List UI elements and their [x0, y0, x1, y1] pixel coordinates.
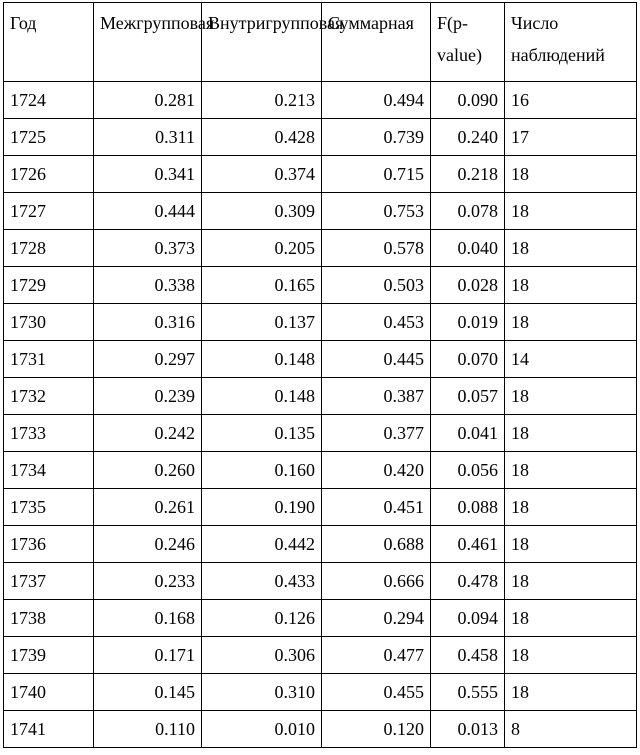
- header-year: Год: [4, 3, 94, 82]
- cell-year: 1735: [4, 489, 94, 526]
- table-row: [4, 193, 637, 230]
- cell-observations: 17: [505, 119, 637, 156]
- cell-within-group: 0.433: [202, 563, 322, 600]
- cell-observations: 18: [505, 600, 637, 637]
- cell-year: 1726: [4, 156, 94, 193]
- cell-between-group: 0.338: [94, 267, 202, 304]
- cell-within-group: 0.442: [202, 526, 322, 563]
- cell-f-pvalue: 0.056: [431, 452, 505, 489]
- cell-within-group: 0.010: [202, 711, 322, 748]
- cell-total: 0.451: [322, 489, 431, 526]
- cell-total: 0.294: [322, 600, 431, 637]
- cell-observations: 18: [505, 230, 637, 267]
- cell-within-group: 0.126: [202, 600, 322, 637]
- cell-between-group: 0.110: [94, 711, 202, 748]
- table-row: [4, 452, 637, 489]
- table-row: [4, 119, 637, 156]
- cell-within-group: 0.306: [202, 637, 322, 674]
- cell-f-pvalue: 0.013: [431, 711, 505, 748]
- cell-within-group: 0.428: [202, 119, 322, 156]
- cell-between-group: 0.239: [94, 378, 202, 415]
- cell-within-group: 0.165: [202, 267, 322, 304]
- table-row: [4, 304, 637, 341]
- cell-observations: 18: [505, 304, 637, 341]
- cell-observations: 18: [505, 526, 637, 563]
- cell-f-pvalue: 0.218: [431, 156, 505, 193]
- table-row: [4, 82, 637, 119]
- cell-observations: 18: [505, 637, 637, 674]
- cell-year: 1733: [4, 415, 94, 452]
- cell-observations: 8: [505, 711, 637, 748]
- cell-within-group: 0.148: [202, 341, 322, 378]
- table-row: [4, 156, 637, 193]
- cell-year: 1734: [4, 452, 94, 489]
- variance-table: [3, 2, 637, 748]
- cell-f-pvalue: 0.078: [431, 193, 505, 230]
- cell-f-pvalue: 0.094: [431, 600, 505, 637]
- cell-f-pvalue: 0.070: [431, 341, 505, 378]
- cell-f-pvalue: 0.555: [431, 674, 505, 711]
- cell-between-group: 0.171: [94, 637, 202, 674]
- table-row: [4, 341, 637, 378]
- cell-between-group: 0.260: [94, 452, 202, 489]
- table-row: [4, 415, 637, 452]
- cell-within-group: 0.205: [202, 230, 322, 267]
- cell-year: 1728: [4, 230, 94, 267]
- cell-between-group: 0.168: [94, 600, 202, 637]
- cell-total: 0.387: [322, 378, 431, 415]
- cell-total: 0.453: [322, 304, 431, 341]
- cell-total: 0.120: [322, 711, 431, 748]
- cell-between-group: 0.261: [94, 489, 202, 526]
- cell-year: 1741: [4, 711, 94, 748]
- cell-year: 1737: [4, 563, 94, 600]
- header-total: Суммарная: [322, 3, 431, 82]
- cell-observations: 18: [505, 415, 637, 452]
- cell-observations: 18: [505, 674, 637, 711]
- cell-between-group: 0.311: [94, 119, 202, 156]
- cell-year: 1729: [4, 267, 94, 304]
- table-row: [4, 711, 637, 748]
- cell-f-pvalue: 0.478: [431, 563, 505, 600]
- cell-observations: 18: [505, 267, 637, 304]
- cell-f-pvalue: 0.458: [431, 637, 505, 674]
- cell-year: 1736: [4, 526, 94, 563]
- table-row: [4, 267, 637, 304]
- table-row: [4, 230, 637, 267]
- cell-total: 0.753: [322, 193, 431, 230]
- cell-within-group: 0.213: [202, 82, 322, 119]
- cell-year: 1727: [4, 193, 94, 230]
- cell-between-group: 0.297: [94, 341, 202, 378]
- cell-within-group: 0.160: [202, 452, 322, 489]
- cell-year: 1731: [4, 341, 94, 378]
- cell-f-pvalue: 0.088: [431, 489, 505, 526]
- cell-within-group: 0.310: [202, 674, 322, 711]
- cell-year: 1738: [4, 600, 94, 637]
- cell-within-group: 0.374: [202, 156, 322, 193]
- cell-total: 0.503: [322, 267, 431, 304]
- cell-between-group: 0.444: [94, 193, 202, 230]
- cell-year: 1732: [4, 378, 94, 415]
- cell-total: 0.739: [322, 119, 431, 156]
- header-within-group: Внутригрупповая: [202, 3, 322, 82]
- header-row: [4, 3, 637, 82]
- cell-year: 1739: [4, 637, 94, 674]
- cell-total: 0.494: [322, 82, 431, 119]
- cell-total: 0.477: [322, 637, 431, 674]
- cell-observations: 18: [505, 193, 637, 230]
- cell-within-group: 0.137: [202, 304, 322, 341]
- cell-between-group: 0.316: [94, 304, 202, 341]
- cell-f-pvalue: 0.240: [431, 119, 505, 156]
- table-row: [4, 526, 637, 563]
- header-between-group: Межгрупповая: [94, 3, 202, 82]
- cell-year: 1730: [4, 304, 94, 341]
- cell-between-group: 0.233: [94, 563, 202, 600]
- cell-observations: 18: [505, 156, 637, 193]
- cell-observations: 18: [505, 452, 637, 489]
- table-row: [4, 563, 637, 600]
- cell-between-group: 0.242: [94, 415, 202, 452]
- cell-total: 0.688: [322, 526, 431, 563]
- cell-between-group: 0.246: [94, 526, 202, 563]
- cell-f-pvalue: 0.090: [431, 82, 505, 119]
- cell-between-group: 0.281: [94, 82, 202, 119]
- cell-f-pvalue: 0.040: [431, 230, 505, 267]
- cell-total: 0.578: [322, 230, 431, 267]
- table-row: [4, 600, 637, 637]
- cell-total: 0.445: [322, 341, 431, 378]
- table-row: [4, 489, 637, 526]
- cell-within-group: 0.135: [202, 415, 322, 452]
- cell-f-pvalue: 0.057: [431, 378, 505, 415]
- cell-total: 0.377: [322, 415, 431, 452]
- cell-between-group: 0.341: [94, 156, 202, 193]
- cell-total: 0.455: [322, 674, 431, 711]
- cell-within-group: 0.309: [202, 193, 322, 230]
- cell-between-group: 0.145: [94, 674, 202, 711]
- cell-f-pvalue: 0.461: [431, 526, 505, 563]
- cell-total: 0.715: [322, 156, 431, 193]
- cell-year: 1725: [4, 119, 94, 156]
- cell-year: 1740: [4, 674, 94, 711]
- table-header: [4, 3, 637, 82]
- cell-observations: 18: [505, 378, 637, 415]
- cell-observations: 16: [505, 82, 637, 119]
- header-observations: Число наблюдений: [505, 3, 637, 82]
- cell-observations: 18: [505, 563, 637, 600]
- table-body: [4, 82, 637, 748]
- cell-within-group: 0.148: [202, 378, 322, 415]
- table-row: [4, 674, 637, 711]
- cell-f-pvalue: 0.028: [431, 267, 505, 304]
- table-row: [4, 378, 637, 415]
- cell-within-group: 0.190: [202, 489, 322, 526]
- cell-total: 0.666: [322, 563, 431, 600]
- table-row: [4, 637, 637, 674]
- cell-total: 0.420: [322, 452, 431, 489]
- header-f-pvalue: F(p-value): [431, 3, 505, 82]
- cell-between-group: 0.373: [94, 230, 202, 267]
- cell-observations: 18: [505, 489, 637, 526]
- cell-observations: 14: [505, 341, 637, 378]
- cell-f-pvalue: 0.041: [431, 415, 505, 452]
- cell-f-pvalue: 0.019: [431, 304, 505, 341]
- cell-year: 1724: [4, 82, 94, 119]
